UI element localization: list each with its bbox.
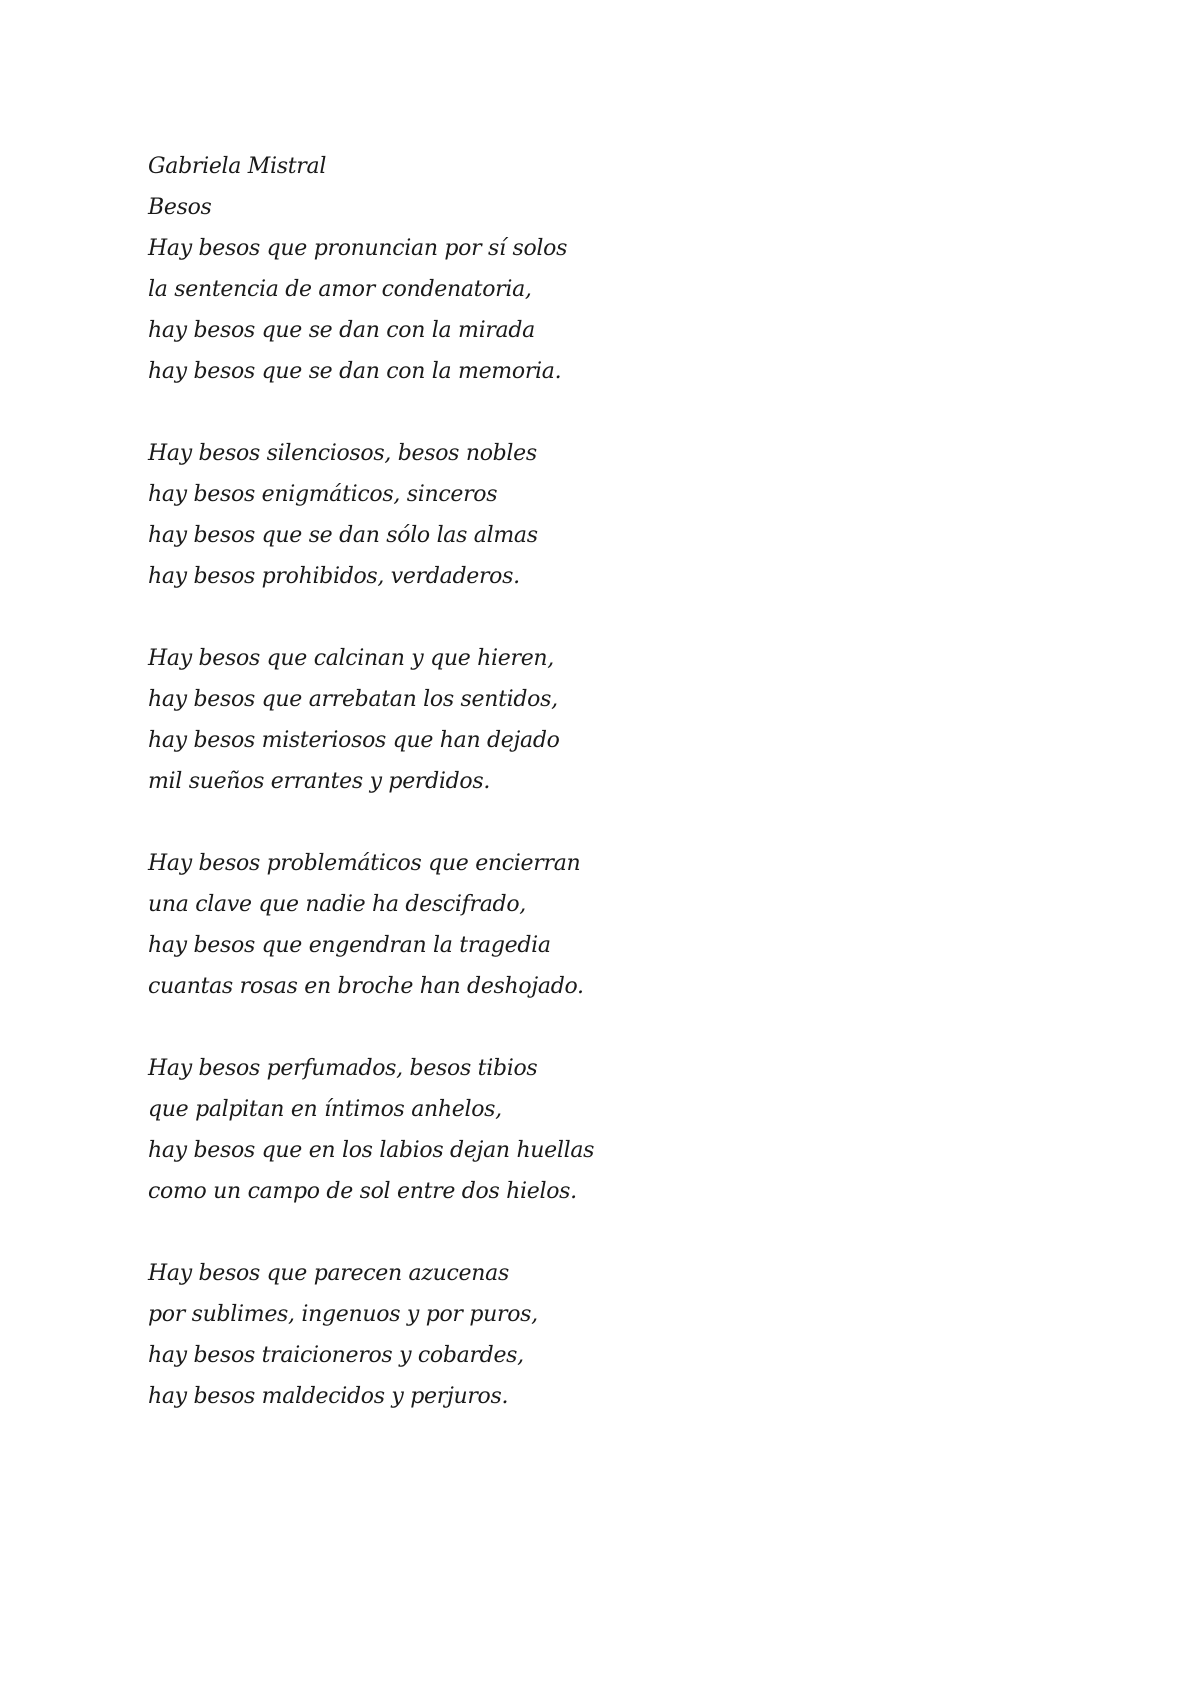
poem-line: Hay besos que calcinan y que hieren, bbox=[148, 646, 554, 671]
poem-author: Gabriela Mistral bbox=[148, 154, 327, 179]
poem-line: que palpitan en íntimos anhelos, bbox=[148, 1097, 502, 1122]
poem-line: hay besos que en los labios dejan huellas bbox=[148, 1138, 595, 1163]
poem-line: Hay besos problemáticos que encierran bbox=[148, 851, 581, 876]
poem-line: como un campo de sol entre dos hielos. bbox=[148, 1179, 577, 1204]
stanza-5 bbox=[148, 1048, 1048, 1212]
poem-line: hay besos misteriosos que han dejado bbox=[148, 728, 560, 753]
poem-title: Besos bbox=[148, 195, 212, 220]
poem-line: hay besos que se dan sólo las almas bbox=[148, 523, 538, 548]
poem-line: hay besos que se dan con la mirada bbox=[148, 318, 535, 343]
poem-line: hay besos maldecidos y perjuros. bbox=[148, 1384, 509, 1409]
stanza-1 bbox=[148, 228, 1048, 392]
poem-line: mil sueños errantes y perdidos. bbox=[148, 769, 491, 794]
poem-line: hay besos que arrebatan los sentidos, bbox=[148, 687, 558, 712]
stanza-6 bbox=[148, 1253, 1048, 1417]
stanza-3 bbox=[148, 638, 1048, 802]
poem-line: hay besos traicioneros y cobardes, bbox=[148, 1343, 524, 1368]
poem-line: la sentencia de amor condenatoria, bbox=[148, 277, 532, 302]
stanza-4 bbox=[148, 843, 1048, 1007]
poem-line: Hay besos que pronuncian por sí solos bbox=[148, 236, 568, 261]
poem-line: Hay besos silenciosos, besos nobles bbox=[148, 441, 537, 466]
poem-line: hay besos enigmáticos, sinceros bbox=[148, 482, 498, 507]
poem-line: hay besos prohibidos, verdaderos. bbox=[148, 564, 520, 589]
poem-body bbox=[148, 146, 1048, 1458]
poem-line: Hay besos que parecen azucenas bbox=[148, 1261, 509, 1286]
poem-line: hay besos que se dan con la memoria. bbox=[148, 359, 562, 384]
poem-line: una clave que nadie ha descifrado, bbox=[148, 892, 526, 917]
stanza-2 bbox=[148, 433, 1048, 597]
poem-line: hay besos que engendran la tragedia bbox=[148, 933, 551, 958]
poem-line: cuantas rosas en broche han deshojado. bbox=[148, 974, 584, 999]
poem-line: por sublimes, ingenuos y por puros, bbox=[148, 1302, 538, 1327]
poem-line: Hay besos perfumados, besos tibios bbox=[148, 1056, 538, 1081]
